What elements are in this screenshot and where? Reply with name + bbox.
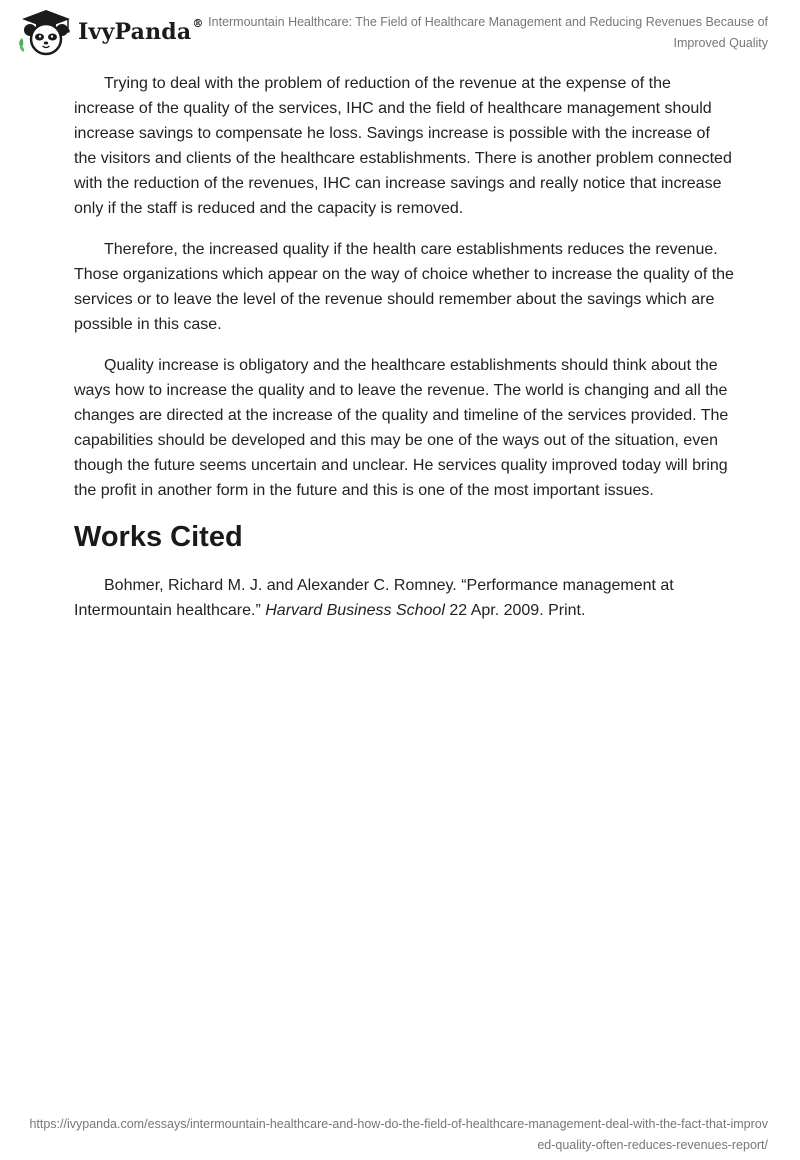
works-cited-heading: Works Cited: [74, 521, 243, 553]
brand-name: IvyPanda®: [78, 17, 204, 45]
body-paragraph: Trying to deal with the problem of reduction of the revenue at the expense of the increase of the quality of the services, IHC and the field of healthcare management should increase savings to compensate he loss. Savings increase is possible with the increase of the visitors and clients of the healthcare establishments. There is another problem connected with the reduction of the revenues, IHC can increase savings and really notice that increase only if the staff is reduced and the capacity is removed.: [74, 75, 732, 217]
page-header: [0, 0, 800, 60]
body-paragraph: Therefore, the increased quality if the health care establishments reduces the revenue. Those organizations which appear on the way of choice whether to increase the quality of the services or to leave the level of the revenue should remember about the savings which are possible in this case.: [74, 241, 734, 333]
citation-authors-title: Bohmer, Richard M. J. and Alexander C. Romney. “Performance management at Intermountain healthcare.”: [74, 577, 674, 619]
essay-content: [74, 71, 734, 639]
source-url[interactable]: https://ivypanda.com/essays/intermountain-healthcare-and-how-do-the-field-of-healthcare-management-deal-with-the-fact-that-improved-quality-often-reduces-revenues-report/: [29, 1117, 768, 1152]
panda-graduate-icon: [16, 8, 76, 56]
body-paragraph: Quality increase is obligatory and the healthcare establishments should think about the ways how to increase the quality and to leave the revenue. The world is changing and all the changes are directed at the increase of the quality and timeline of the services provided. The capabilities should be developed and this may be one of the ways out of the situation, even though the future seems uncertain and unclear. He services quality improved today will bring the profit in another form in the future and this is one of the most important issues.: [74, 357, 729, 499]
citation-date-format: 22 Apr. 2009. Print.: [449, 602, 586, 619]
citation-publication: Harvard Business School: [265, 602, 445, 619]
document-title: Intermountain Healthcare: The Field of Healthcare Management and Reducing Revenues Because of Improved Quality: [208, 15, 768, 50]
registered-mark: ®: [192, 17, 204, 30]
citation-entry: [74, 573, 734, 623]
brand-logo[interactable]: [16, 8, 204, 56]
